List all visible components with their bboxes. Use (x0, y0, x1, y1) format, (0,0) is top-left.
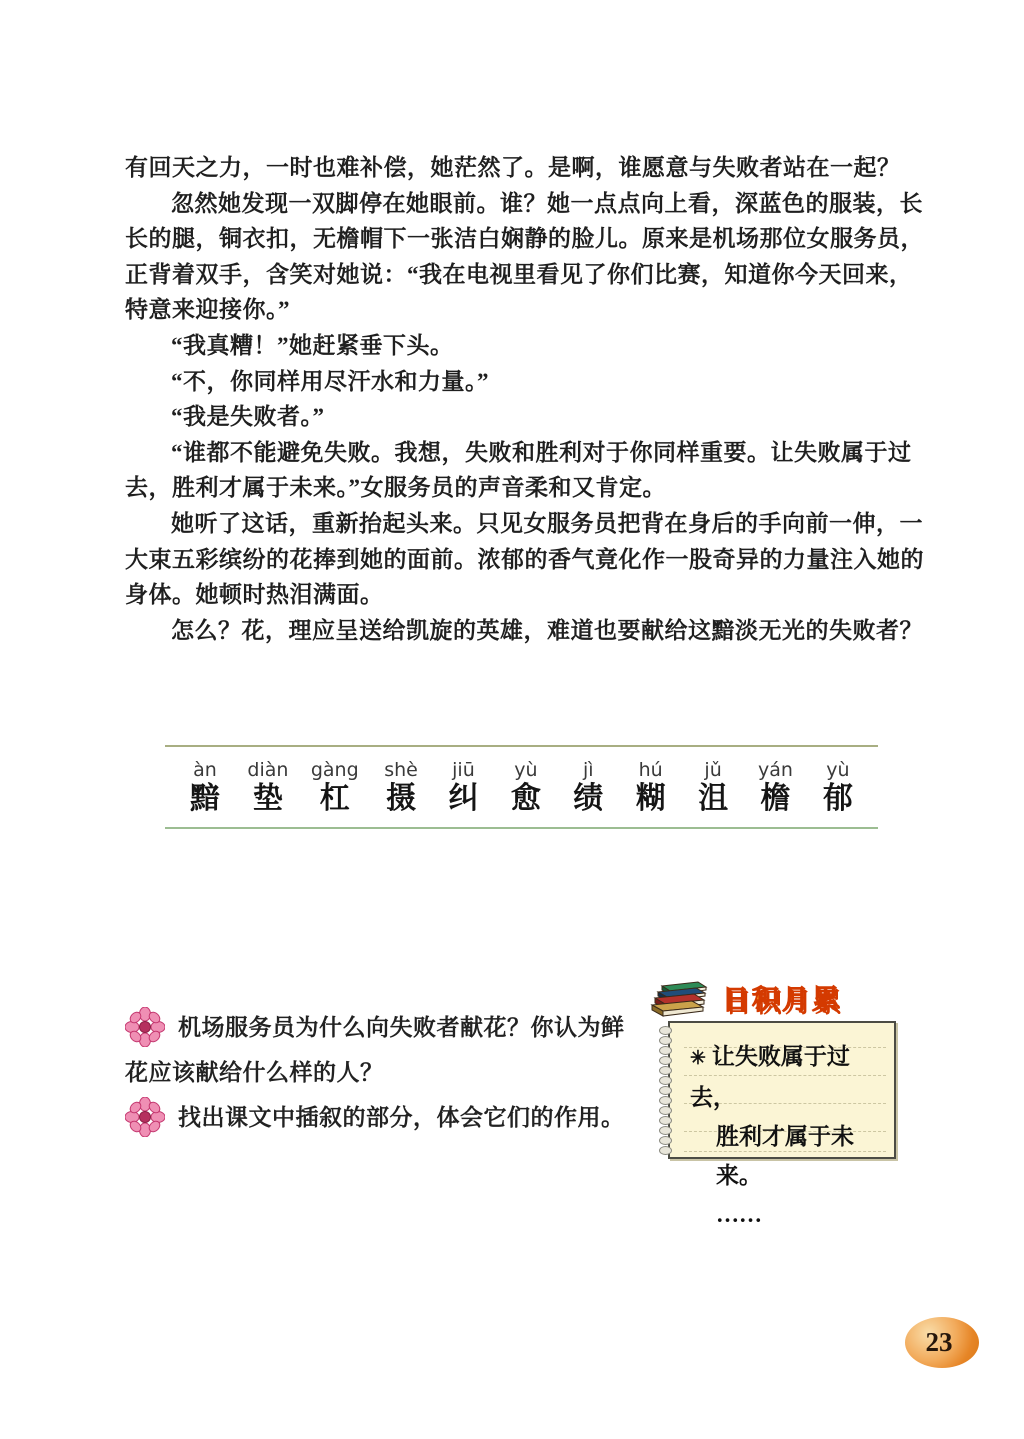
page-number-badge (905, 1317, 979, 1368)
vocab-pinyin: jì (583, 759, 594, 781)
vocab-item (506, 759, 546, 817)
question-text: 机场服务员为什么向失败者献花？你认为鲜花应该献给什么样的人？ (125, 1015, 625, 1085)
body-line: “我是失败者。” (171, 404, 325, 430)
books-stack-icon (648, 976, 716, 1018)
note-line: …… (716, 1202, 762, 1227)
vocab-character: 摄 (386, 782, 417, 815)
question-item (125, 1005, 642, 1095)
body-line: 特意来迎接你。” (125, 297, 290, 323)
vocab-pinyin: jǔ (704, 759, 722, 781)
daily-note-text (670, 1023, 894, 1234)
vocab-item (247, 759, 288, 817)
vocab-pinyin: yán (758, 759, 793, 781)
vocab-pinyin-table (165, 745, 878, 829)
body-line: 怎么？花，理应呈送给凯旋的英雄，难道也要献给这黯淡无光的失败者？ (171, 617, 923, 643)
daily-accumulation-block (648, 974, 904, 1227)
vocab-character: 黯 (190, 782, 220, 815)
vocab-item (568, 759, 608, 817)
asterisk-bullet: ✳ (690, 1048, 706, 1069)
question-text: 找出课文中插叙的部分，体会它们的作用。 (178, 1105, 625, 1130)
note-line-text: 让失败属于过去， (690, 1044, 850, 1110)
flower-bullet-icon (125, 1007, 165, 1047)
vocab-pinyin: jiū (452, 759, 475, 781)
daily-header (648, 974, 904, 1018)
body-line: 身体。她顿时热泪满面。 (125, 582, 384, 608)
note-line: 胜利才属于未来。 (716, 1124, 854, 1188)
flower-bullet-icon (125, 1097, 165, 1137)
vocab-pinyin: yù (514, 759, 538, 781)
vocab-item (631, 759, 671, 817)
vocab-pinyin: àn (193, 759, 217, 781)
vocab-character: 沮 (698, 782, 729, 815)
vocab-pinyin: gàng (310, 759, 359, 781)
body-line: 长的腿，铜衣扣，无檐帽下一张洁白娴静的脸儿。原来是机场那位女服务员， (125, 226, 924, 252)
vocab-item (756, 759, 796, 817)
vocab-pinyin: shè (384, 759, 418, 781)
body-line: “我真糟！”她赶紧垂下头。 (171, 332, 454, 358)
vocab-character: 愈 (510, 782, 541, 815)
question-item (125, 1095, 642, 1140)
body-line: 去，胜利才属于未来。”女服务员的声音柔和又肯定。 (125, 475, 666, 501)
vocab-character: 檐 (760, 782, 791, 815)
daily-notepad (668, 1021, 896, 1227)
body-line: 她听了这话，重新抬起头来。只见女服务员把背在身后的手向前一伸，一 (171, 510, 923, 536)
lesson-body-text (125, 150, 924, 648)
body-line: “不，你同样用尽汗水和力量。” (171, 368, 489, 394)
vocab-item (443, 759, 483, 817)
vocab-character: 纠 (448, 782, 479, 815)
vocab-character: 杠 (319, 782, 350, 815)
vocab-item (185, 759, 225, 817)
vocab-item (381, 759, 421, 817)
vocab-pinyin: diàn (247, 759, 289, 781)
vocab-item (693, 759, 733, 817)
vocab-item (311, 759, 359, 817)
vocab-character: 垫 (252, 782, 283, 815)
note-line (690, 1037, 886, 1117)
vocab-character: 糊 (635, 782, 666, 815)
body-line: “谁都不能避免失败。我想，失败和胜利对于你同样重要。让失败属于过 (171, 439, 912, 465)
vocab-pinyin: yù (826, 759, 850, 781)
vocab-pinyin: hú (638, 759, 663, 781)
page-number: 23 (925, 1327, 953, 1357)
body-line: 正背着双手，含笑对她说：“我在电视里看见了你们比赛，知道你今天回来， (125, 261, 913, 287)
vocab-character: 绩 (573, 782, 604, 815)
body-line: 大束五彩缤纷的花捧到她的面前。浓郁的香气竟化作一股奇异的力量注入她的 (125, 546, 924, 572)
daily-title: 日积月累 (722, 985, 842, 1016)
body-line: 有回天之力，一时也难补偿，她茫然了。是啊，谁愿意与失败者站在一起？ (125, 155, 901, 180)
vocab-character: 郁 (822, 782, 853, 815)
body-line: 忽然她发现一双脚停在她眼前。谁？她一点点向上看，深蓝色的服装，长 (171, 190, 923, 216)
questions-section (125, 1005, 642, 1140)
vocab-item (818, 759, 858, 817)
